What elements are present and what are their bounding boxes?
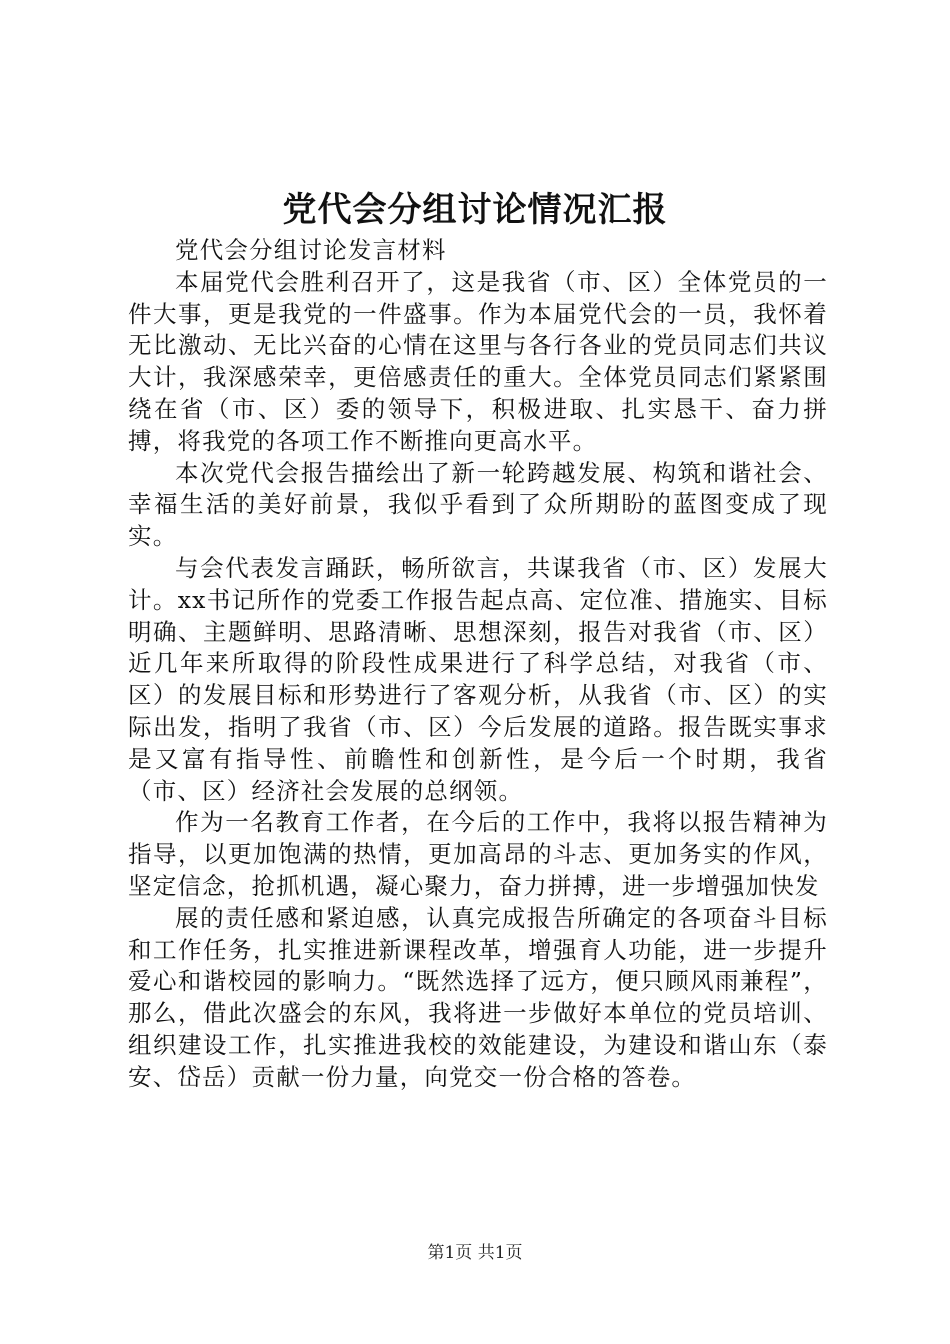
body-paragraph: 展的责任感和紧迫感，认真完成报告所确定的各项奋斗目标和工作任务，扎实推进新课程改革，增强育人功能，进一步提升爱心和谐校园的影响力。“既然选择了远方，便只顾风雨兼程”，那么，借此次盛会的东风，我将进一步做好本单位的党员培训、组织建设工作，扎实推进我校的效能建设，为建设和谐山东（泰安、岱岳）贡献一份力量，向党交一份合格的答卷。 [128, 903, 828, 1091]
document-body [128, 235, 828, 1094]
body-paragraph: 本次党代会报告描绘出了新一轮跨越发展、构筑和谐社会、幸福生活的美好前景，我似乎看到了众所期盼的蓝图变成了现实。 [128, 458, 828, 551]
subtitle-paragraph: 党代会分组讨论发言材料 [175, 236, 447, 264]
page-footer: 第1页 共1页 [427, 1243, 523, 1263]
document-title: 党代会分组讨论情况汇报 [282, 190, 668, 230]
body-paragraph: 本届党代会胜利召开了，这是我省（市、区）全体党员的一件大事，更是我党的一件盛事。作为本届党代会的一员，我怀着无比激动、无比兴奋的心情在这里与各行各业的党员同志们共议大计，我深感荣幸，更倍感责任的重大。全体党员同志们紧紧围绕在省（市、区）委的领导下，积极进取、扎实恳干、奋力拼搏，将我党的各项工作不断推向更高水平。 [128, 267, 828, 455]
body-paragraph: 与会代表发言踊跃，畅所欲言，共谋我省（市、区）发展大计。xx书记所作的党委工作报告起点高、定位准、措施实、目标明确、主题鲜明、思路清晰、思想深刻，报告对我省（市、区）近几年来所取得的阶段性成果进行了科学总结，对我省（市、区）的发展目标和形势进行了客观分析，从我省（市、区）的实际出发，指明了我省（市、区）今后发展的道路。报告既实事求是又富有指导性、前瞻性和创新性，是今后一个时期，我省（市、区）经济社会发展的总纲领。 [128, 553, 828, 805]
body-paragraph: 作为一名教育工作者，在今后的工作中，我将以报告精神为指导，以更加饱满的热情，更加高昂的斗志、更加务实的作风，坚定信念，抢抓机遇，凝心聚力，奋力拼搏，进一步增强加快发 [128, 808, 828, 900]
